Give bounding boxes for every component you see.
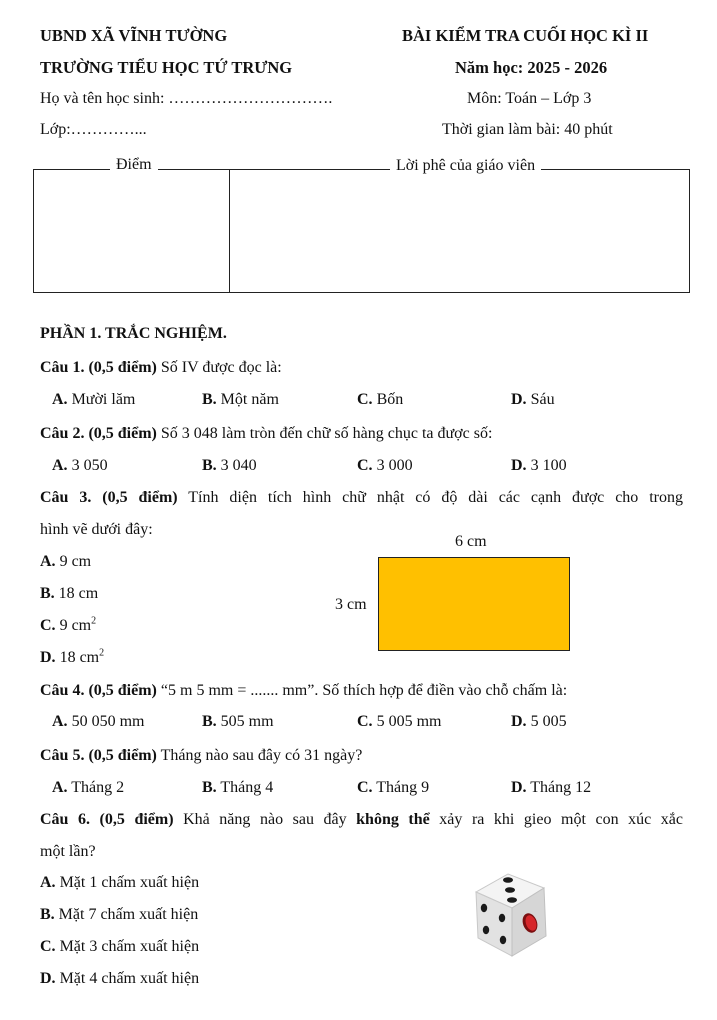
rect-height-label: 3 cm	[335, 596, 367, 613]
section-title: PHẦN 1. TRẮC NGHIỆM.	[40, 325, 227, 342]
q3-option-c[interactable]: C. 9 $cm^2$	[40, 615, 97, 634]
dice-icon	[468, 868, 554, 960]
q2-option-b[interactable]: B. 3 040	[202, 457, 257, 474]
q4-option-d[interactable]: D. 5 005	[511, 713, 567, 730]
question-1	[40, 358, 282, 378]
district-name: UBND XÃ VĨNH TƯỜNG	[40, 26, 228, 45]
q3-option-d[interactable]: D. 18 $cm^2$	[40, 647, 105, 666]
question-5	[40, 746, 362, 766]
emphasis-text: không thể	[356, 811, 430, 828]
q6-option-b[interactable]: B. Mặt 7 chấm xuất hiện	[40, 906, 199, 923]
q4-option-c[interactable]: C. 5 005 mm	[357, 713, 442, 730]
rectangle-figure	[378, 557, 570, 651]
exam-title: BÀI KIỂM TRA CUỐI HỌC KÌ II	[402, 26, 649, 45]
question-number: Câu 4. (0,5 điểm)	[40, 682, 157, 699]
question-number: Câu 2. (0,5 điểm)	[40, 425, 157, 442]
comment-box[interactable]	[229, 169, 690, 293]
question-6	[40, 810, 683, 830]
question-text: Tính diện tích hình chữ nhật có độ dài các cạnh được cho trong	[177, 489, 683, 506]
q6-option-a[interactable]: A. Mặt 1 chấm xuất hiện	[40, 874, 200, 891]
q1-option-c[interactable]: C. Bốn	[357, 391, 404, 408]
score-box[interactable]	[33, 169, 230, 293]
question-number: Câu 6. (0,5 điểm)	[40, 811, 174, 828]
question-6-cont: một lần?	[40, 843, 96, 860]
q4-option-a[interactable]: A. 50 050 mm	[52, 713, 145, 730]
question-number: Câu 1. (0,5 điểm)	[40, 359, 157, 376]
q6-option-d[interactable]: D. Mặt 4 chấm xuất hiện	[40, 970, 200, 987]
question-text: Khả năng nào sau đây	[173, 811, 357, 828]
question-3	[40, 488, 683, 508]
q2-option-c[interactable]: C. 3 000	[357, 457, 413, 474]
q1-option-d[interactable]: D. Sáu	[511, 391, 555, 408]
q2-option-a[interactable]: A. 3 050	[52, 457, 108, 474]
q2-option-d[interactable]: D. 3 100	[511, 457, 567, 474]
question-3-cont: hình vẽ dưới đây:	[40, 521, 153, 538]
school-year: Năm học: 2025 - 2026	[455, 58, 608, 77]
student-name-field[interactable]: Họ và tên học sinh: ………………………….	[40, 90, 333, 107]
q4-option-b[interactable]: B. 505 mm	[202, 713, 274, 730]
school-name: TRƯỜNG TIỂU HỌC TỨ TRƯNG	[40, 58, 293, 77]
q6-option-c[interactable]: C. Mặt 3 chấm xuất hiện	[40, 938, 200, 955]
q5-option-d[interactable]: D. Tháng 12	[511, 779, 592, 796]
question-text: Tháng nào sau đây có 31 ngày?	[156, 747, 363, 764]
question-text: Số IV được đọc là:	[156, 359, 282, 376]
q5-option-c[interactable]: C. Tháng 9	[357, 779, 430, 796]
q1-option-b[interactable]: B. Một năm	[202, 391, 279, 408]
question-text-end: xảy ra khi gieo một con xúc xắc	[429, 811, 683, 828]
question-number: Câu 3. (0,5 điểm)	[40, 489, 178, 506]
comment-label: Lời phê của giáo viên	[390, 157, 541, 175]
question-2	[40, 424, 492, 444]
q5-option-a[interactable]: A. Tháng 2	[52, 779, 125, 796]
q5-option-b[interactable]: B. Tháng 4	[202, 779, 274, 796]
question-4	[40, 681, 567, 701]
class-field[interactable]: Lớp:…………...	[40, 121, 147, 138]
question-text: Số 3 048 làm tròn đến chữ số hàng chục ta được số:	[156, 425, 493, 442]
q3-option-b[interactable]: B. 18 cm	[40, 585, 99, 602]
question-text: “5 m 5 mm = ....... mm”. Số thích hợp để điền vào chỗ chấm là:	[156, 682, 568, 699]
q1-option-a[interactable]: A. Mười lăm	[52, 391, 136, 408]
question-number: Câu 5. (0,5 điểm)	[40, 747, 157, 764]
subject-label: Môn: Toán – Lớp 3	[467, 90, 592, 107]
time-label: Thời gian làm bài: 40 phút	[442, 121, 613, 138]
rect-width-label: 6 cm	[455, 533, 487, 550]
q3-option-a[interactable]: A. 9 cm	[40, 553, 92, 570]
score-label: Điểm	[110, 156, 158, 174]
